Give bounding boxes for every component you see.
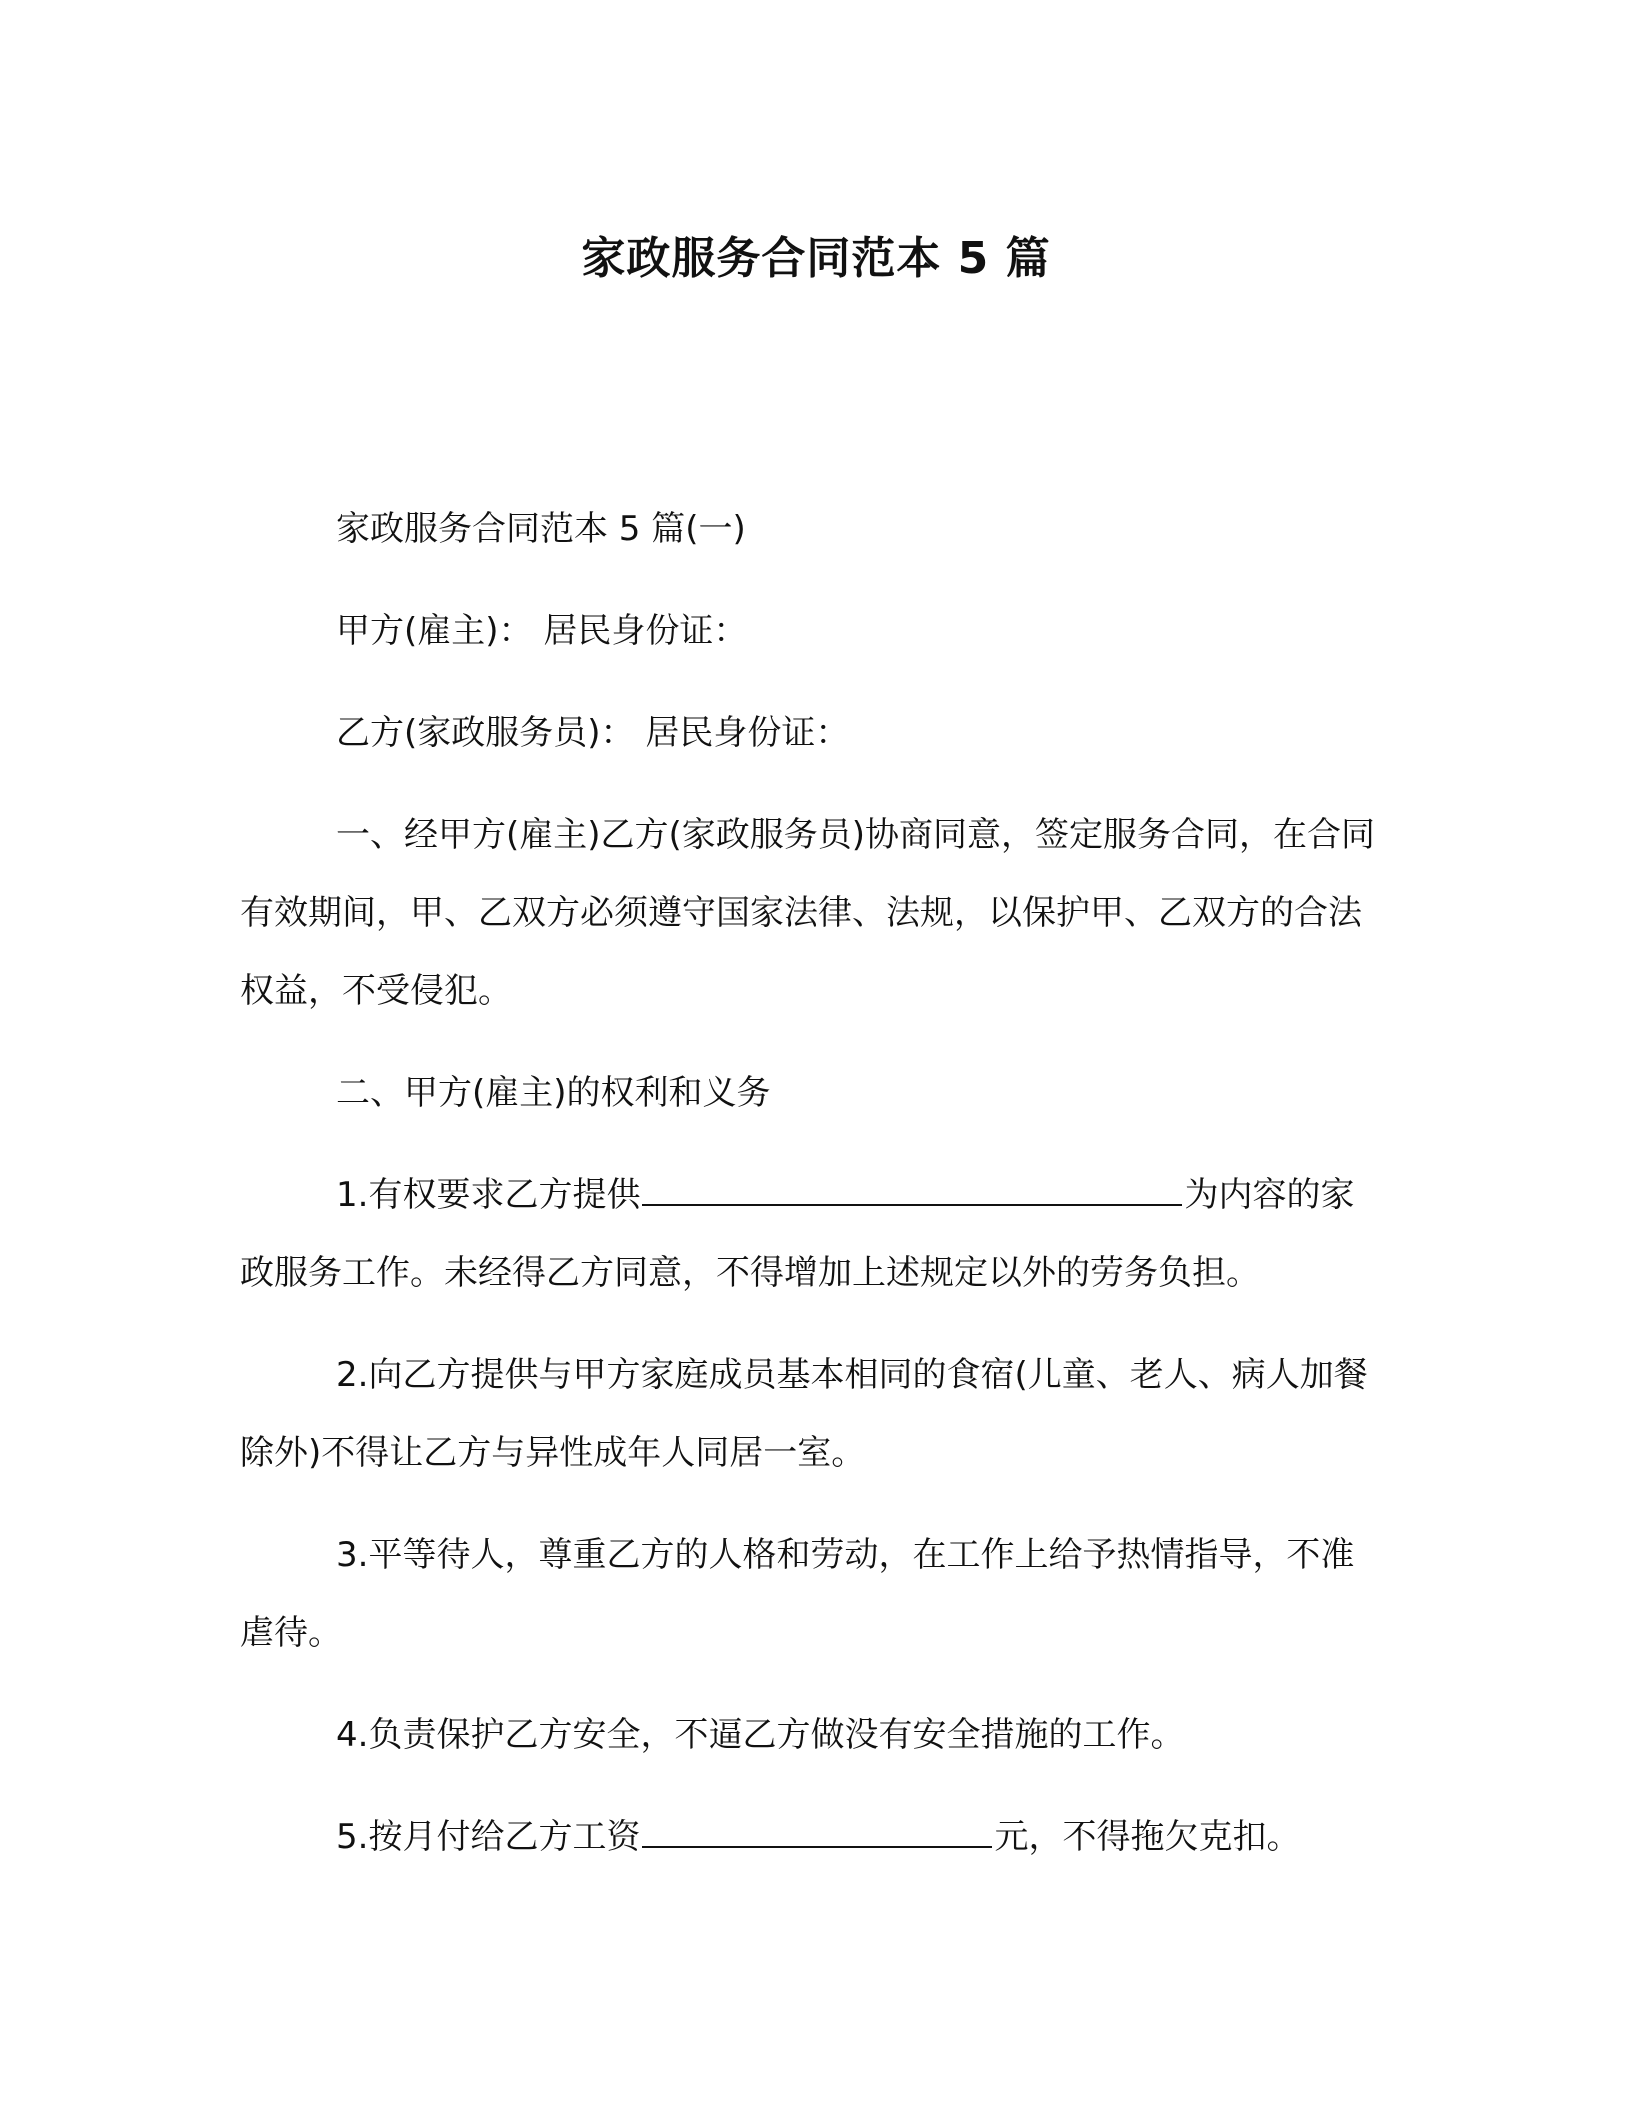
item-5-text-end: 元，不得拖欠克扣。	[994, 1817, 1301, 1857]
section-heading: 家政服务合同范本 5 篇(一)	[336, 509, 746, 549]
party-b-line: 乙方(家政服务员)： 居民身份证：	[336, 713, 850, 753]
item-3: 3.平等待人，尊重乙方的人格和劳动，在工作上给予热情指导，不准虐待。	[240, 1535, 1355, 1653]
document-title: 家政服务合同范本 5 篇	[581, 233, 1051, 284]
item-5-text-start: 5.按月付给乙方工资	[336, 1817, 641, 1857]
item-1	[240, 1156, 1380, 1312]
item-1-text-start: 1.有权要求乙方提供	[336, 1175, 641, 1215]
item-1-text-end: 为内容的家政服务工作。未经得乙方同意，不得增加上述规定以外的劳务负担。	[240, 1175, 1355, 1293]
item-4: 4.负责保护乙方安全，不逼乙方做没有安全措施的工作。	[336, 1715, 1185, 1755]
clause-2-heading: 二、甲方(雇主)的权利和义务	[336, 1073, 771, 1113]
salary-blank	[642, 1812, 992, 1848]
party-a-line: 甲方(雇主)： 居民身份证：	[336, 611, 748, 651]
document-body	[240, 490, 1380, 1900]
service-content-blank	[642, 1170, 1182, 1206]
item-2: 2.向乙方提供与甲方家庭成员基本相同的食宿(儿童、老人、病人加餐除外)不得让乙方与异性成年人同居一室。	[240, 1355, 1368, 1473]
item-5	[240, 1798, 1380, 1876]
clause-1: 一、经甲方(雇主)乙方(家政服务员)协商同意，签定服务合同，在合同有效期间，甲、乙双方必须遵守国家法律、法规，以保护甲、乙双方的合法权益，不受侵犯。	[240, 815, 1376, 1011]
